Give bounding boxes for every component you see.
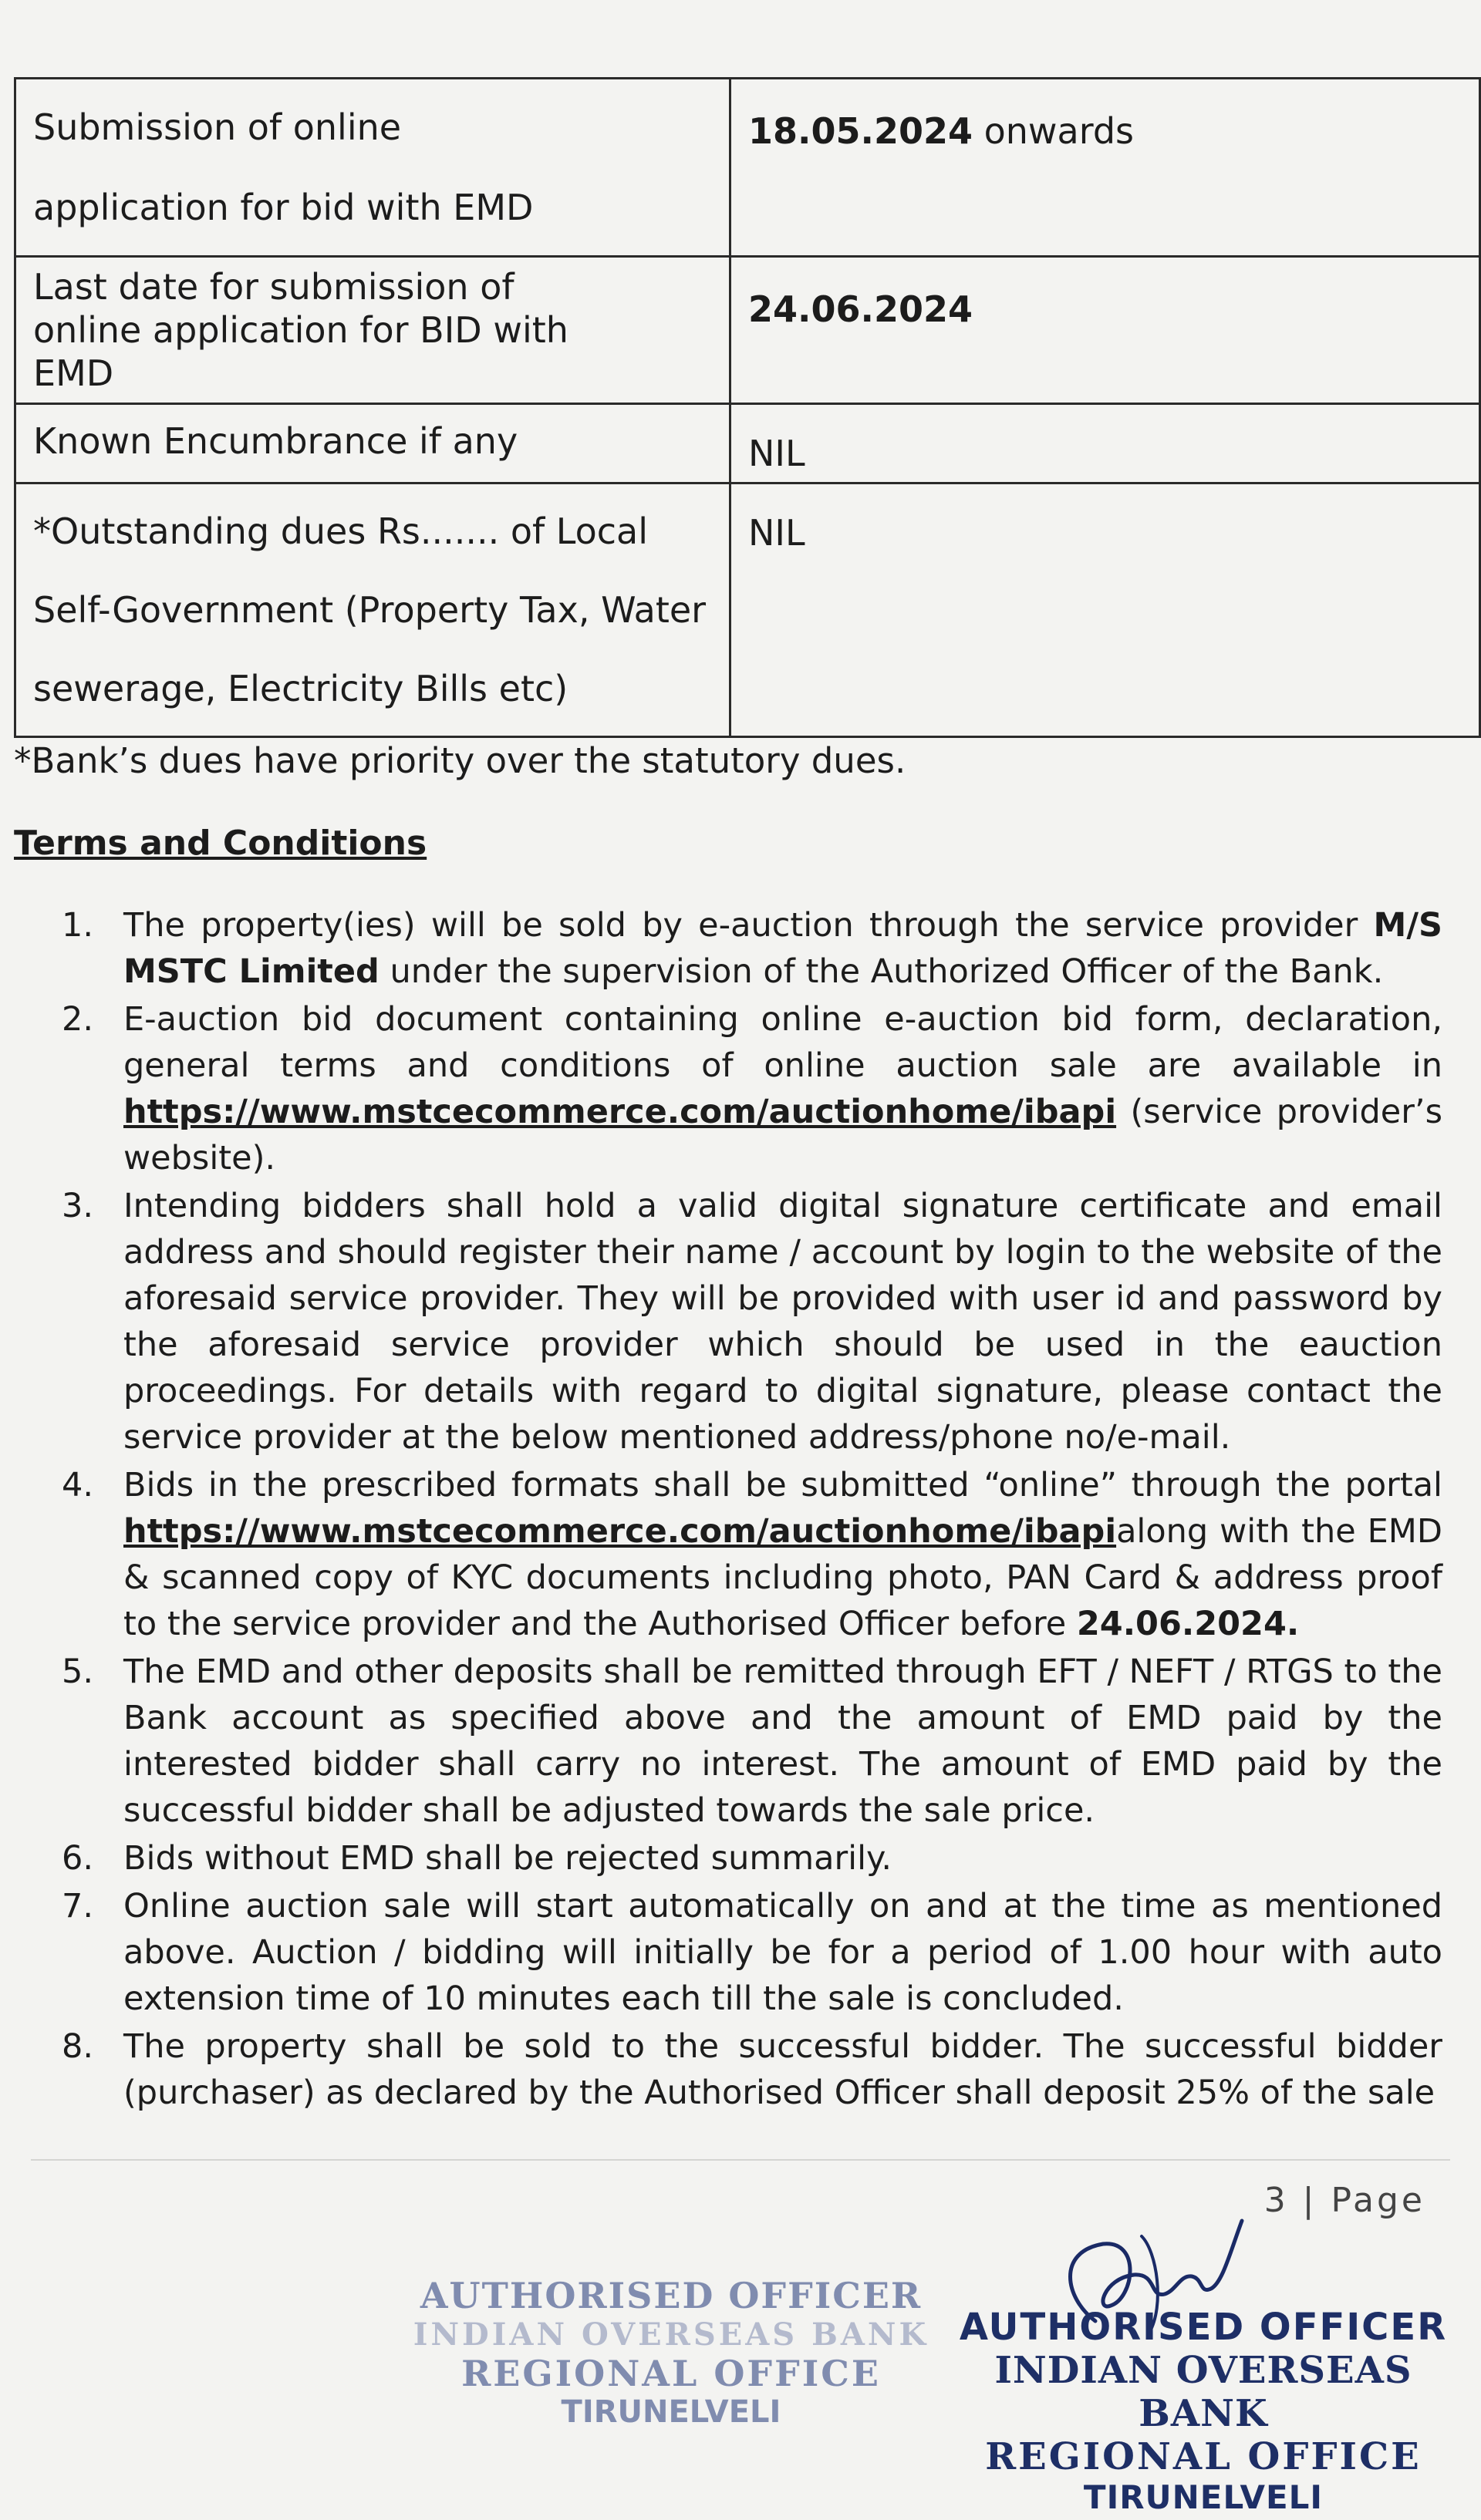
term-text: 24.06.2024. [1076, 1605, 1300, 1643]
row-value: 18.05.2024 onwards [730, 79, 1480, 257]
term-number: 3. [62, 1187, 94, 1225]
term-item [62, 1462, 1442, 1647]
term-item [62, 1835, 1442, 1882]
auction-details-table [14, 77, 1481, 738]
row-label: Known Encumbrance if any [15, 404, 730, 483]
footer-divider [31, 2159, 1450, 2161]
row-value: 24.06.2024 [730, 257, 1480, 404]
auction-portal-link[interactable]: https://www.mstcecommerce.com/auctionhome/ibapi [123, 1093, 1117, 1131]
term-number: 8. [62, 2027, 94, 2066]
term-number: 1. [62, 906, 94, 945]
row-label: Submission of online application for bid with EMD [15, 79, 730, 257]
terms-list [62, 902, 1442, 2117]
table-row [15, 79, 1480, 257]
term-text: under the supervision of the Authorized Officer of the Bank. [379, 952, 1384, 991]
term-item [62, 1649, 1442, 1834]
terms-heading: Terms and Conditions [14, 824, 427, 863]
table-row [15, 404, 1480, 483]
row-value: NIL [730, 404, 1480, 483]
page-number: 3 | Page [1263, 2181, 1425, 2220]
term-text: M/S MSTC Limited [123, 906, 1442, 991]
row-label: Last date for submission of online application for BID with EMD [15, 257, 730, 404]
term-text: E-auction bid document containing online e-auction bid form, declaration, general terms and conditions of online auction sale are available in [123, 1000, 1442, 1085]
term-number: 6. [62, 1839, 94, 1878]
term-item [62, 1883, 1442, 2022]
term-item [62, 1183, 1442, 1460]
term-text: Bids in the prescribed formats shall be submitted “online” through the portal [123, 1466, 1442, 1504]
term-number: 2. [62, 1000, 94, 1039]
term-text: The property shall be sold to the successful bidder. The successful bidder (purchaser) as declared by the Authorised Officer shall deposit 25% of the sale [123, 2027, 1442, 2112]
term-text: The EMD and other deposits shall be remitted through EFT / NEFT / RTGS to the Bank account as specified above and the amount of EMD paid by the interested bidder shall carry no interest. The amount of EMD paid by the successful bidder shall be adjusted towards the sale price. [123, 1652, 1442, 1830]
term-text: (service provider’s website). [123, 1093, 1442, 1177]
term-text: Online auction sale will start automatically on and at the time as mentioned above. Auction / bidding will initially be for a period of 1.00 hour with auto extension time of 10 minutes each till the sale is concluded. [123, 1887, 1442, 2018]
term-number: 7. [62, 1887, 94, 1925]
term-number: 5. [62, 1652, 94, 1691]
term-text: along with the EMD & scanned copy of KYC documents including photo, PAN Card & address proof to the service provider and the Authorised Officer before [123, 1512, 1442, 1643]
term-text: Bids without EMD shall be rejected summarily. [123, 1839, 892, 1878]
term-text: The property(ies) will be sold by e-auction through the service provider [123, 906, 1374, 945]
row-label: *Outstanding dues Rs....... of Local Self-Government (Property Tax, Water sewerage, Electricity Bills etc) [15, 483, 730, 737]
table-row [15, 483, 1480, 737]
term-text: Intending bidders shall hold a valid digital signature certificate and email address and should register their name / account by login to the website of the aforesaid service provider. They will be provided with user id and password by the aforesaid service provider which should be used in the eauction proceedings. For details with regard to digital signature, please contact the service provider at the below mentioned address/phone no/e-mail. [123, 1187, 1442, 1457]
office-stamp: AUTHORISED OFFICER INDIAN OVERSEAS BANK REGIONAL OFFICE TIRUNELVELI [413, 2275, 929, 2430]
term-item [62, 996, 1442, 1181]
row-value: NIL [730, 483, 1480, 737]
term-item [62, 902, 1442, 995]
authorised-officer-seal: AUTHORISED OFFICER INDIAN OVERSEAS BANK REGIONAL OFFICE TIRUNELVELI [959, 2306, 1448, 2516]
auction-portal-link[interactable]: https://www.mstcecommerce.com/auctionhome/ibapi [123, 1512, 1117, 1551]
term-item [62, 2023, 1442, 2116]
term-number: 4. [62, 1466, 94, 1504]
footnote: *Bank’s dues have priority over the statutory dues. [14, 740, 906, 781]
table-row [15, 257, 1480, 404]
